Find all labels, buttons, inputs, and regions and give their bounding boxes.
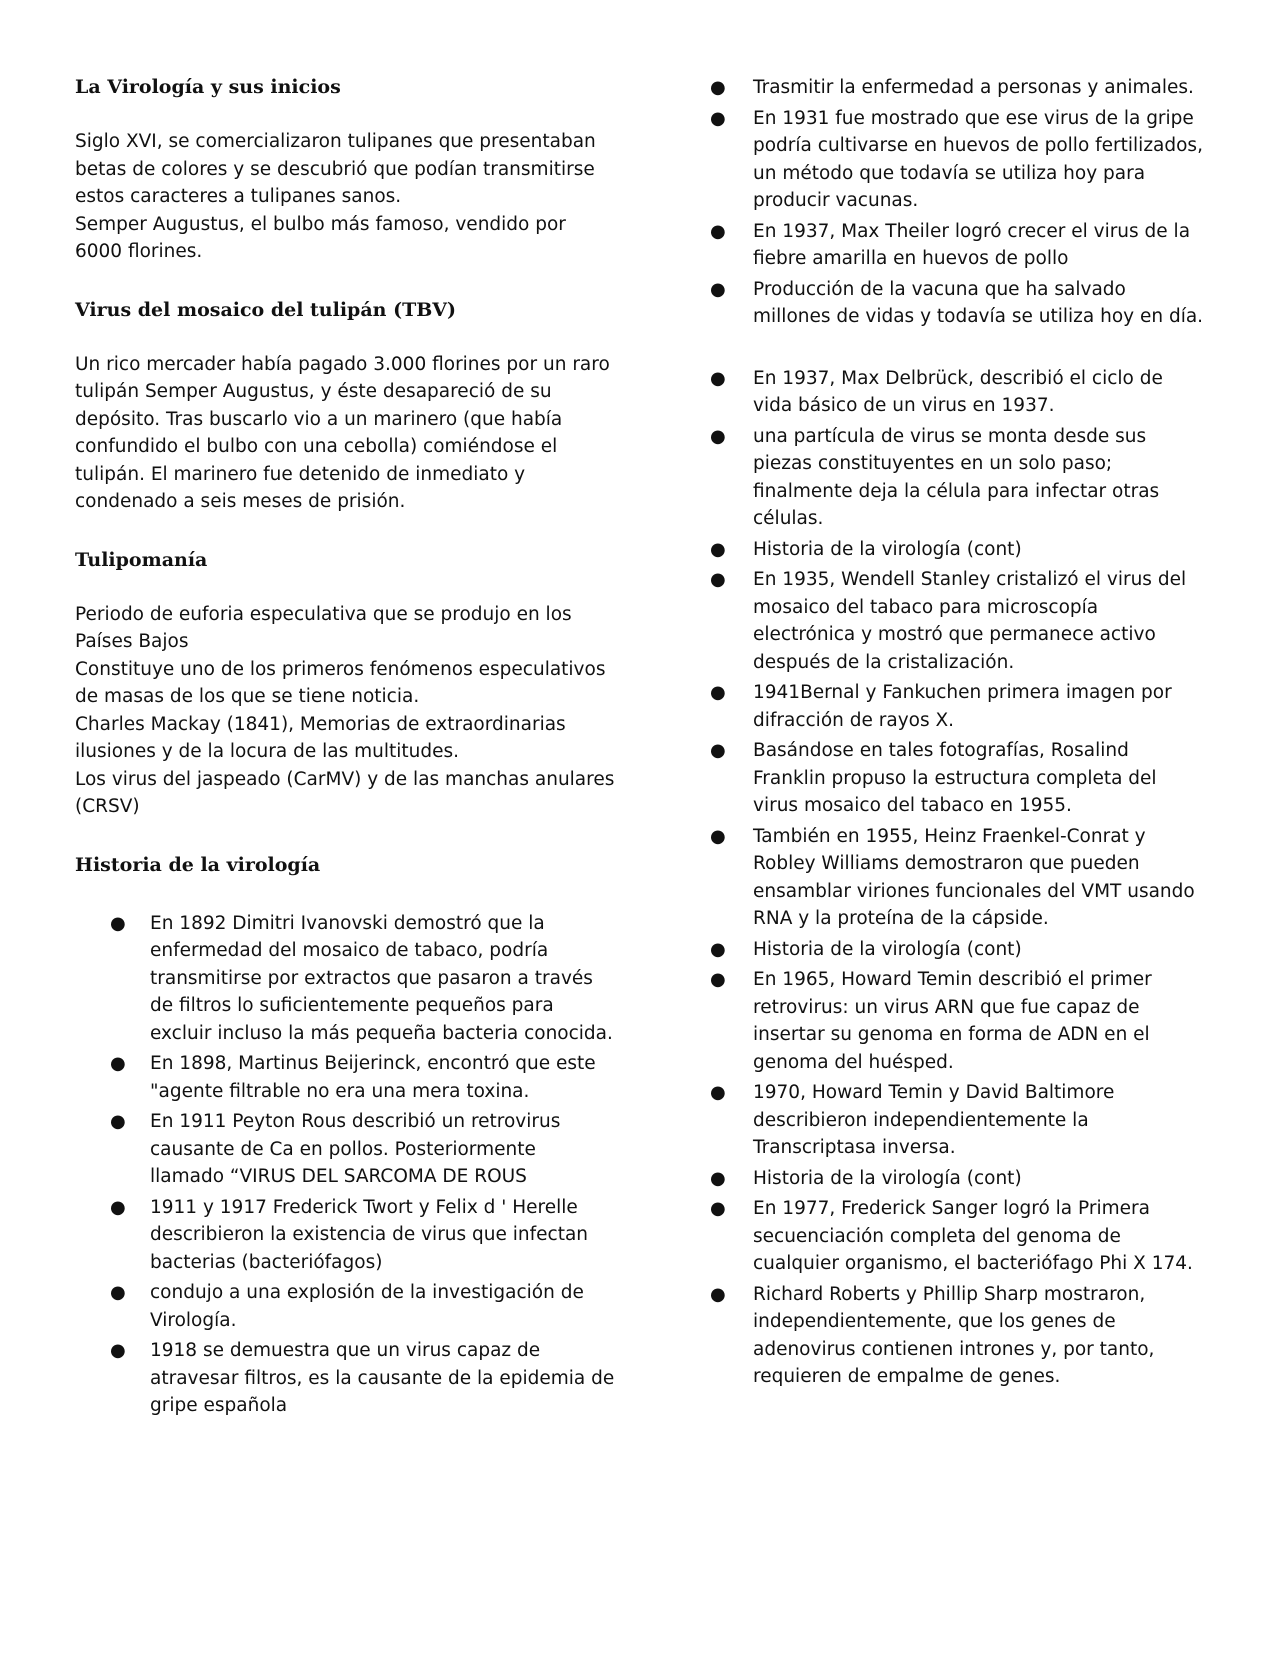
list-item: ● En 1935, Wendell Stanley cristalizó el virus del mosaico del tabaco para microscopía electrónica y mostró que permanece activo después de la cristalización. xyxy=(706,566,1206,676)
list-item: ● Basándose en tales fotografías, Rosalind Franklin propuso la estructura completa del virus mosaico del tabaco en 1955. xyxy=(706,737,1206,820)
list-item: ● 1941Bernal y Fankuchen primera imagen por difracción de rayos X. xyxy=(706,679,1206,734)
paragraph-siglo-xvi: Siglo XVI, se comercializaron tulipanes que presentaban betas de colores y se descubrió que podían transmitirse estos caracteres a tulipanes sanos. xyxy=(75,131,596,207)
bullet-icon: ● xyxy=(110,1282,126,1303)
bullet-icon: ● xyxy=(710,220,726,242)
list-item: ● En 1977, Frederick Sanger logró la Primera secuenciación completa del genoma de cualquier organismo, el bacteriófago Phi X 174. xyxy=(706,1195,1206,1278)
bullet-icon: ● xyxy=(710,569,726,590)
section-title-tulipomania: Tulipomanía xyxy=(75,548,208,571)
left-column xyxy=(75,74,615,1423)
bullet-icon: ● xyxy=(710,538,726,560)
historia-bullet-list xyxy=(110,910,615,1420)
bullet-icon: ● xyxy=(710,77,726,98)
bullet-icon: ● xyxy=(710,1167,726,1189)
bullet-icon: ● xyxy=(710,969,726,990)
right-bullet-list-b xyxy=(706,365,1206,1391)
section-title-virologia-inicios: La Virología y sus inicios xyxy=(75,76,341,98)
list-item: ● En 1931 fue mostrado que ese virus de la gripe podría cultivarse en huevos de pollo fertilizados, un método que todavía se utiliza hoy para producir vacunas. xyxy=(706,105,1206,215)
section-title-historia: Historia de la virología xyxy=(75,853,321,876)
list-item: ● En 1892 Dimitri Ivanovski demostró que la enfermedad del mosaico de tabaco, podría transmitirse por extractos que pasaron a través de filtros lo suficientemente pequeños para excluir incluso la más pequeña bacteria conocida. xyxy=(150,910,615,1048)
bullet-icon: ● xyxy=(710,1283,726,1305)
bullet-icon: ● xyxy=(110,1111,126,1132)
list-item: ● Historia de la virología (cont) xyxy=(706,536,1206,564)
bullet-icon: ● xyxy=(110,1053,126,1074)
list-item: ● También en 1955, Heinz Fraenkel-Conrat y Robley Williams demostraron que pueden ensamblar viriones funcionales del VMT usando RNA y la proteína de la cápside. xyxy=(706,823,1206,933)
list-item: ● 1911 y 1917 Frederick Twort y Felix d ' Herelle describieron la existencia de virus que infectan bacterias (bacteriófagos) xyxy=(150,1194,615,1277)
bullet-icon: ● xyxy=(110,1340,126,1361)
bullet-icon: ● xyxy=(710,1198,726,1219)
bullet-icon: ● xyxy=(710,278,726,300)
paragraph-mercader: Un rico mercader había pagado 3.000 florines por un raro tulipán Semper Augustus, y éste desapareció de su depósito. Tras buscarlo vio a un marinero (que había confundido el bulbo con una cebolla) comiéndose el tulipán. El marinero fue detenido de inmediato y condenado a seis meses de prisión. xyxy=(75,353,610,512)
section-title-tbv: Virus del mosaico del tulipán (TBV) xyxy=(75,298,457,321)
right-column xyxy=(706,74,1206,1394)
list-item: ● Historia de la virología (cont) xyxy=(706,1165,1206,1193)
paragraph-carmv: Los virus del jaspeado (CarMV) y de las manchas anulares (CRSV) xyxy=(75,768,615,817)
bullet-icon: ● xyxy=(710,1082,726,1103)
paragraph-euforia: Periodo de euforia especulativa que se produjo en los Países Bajos xyxy=(75,603,572,652)
list-item: ● 1970, Howard Temin y David Baltimore describieron independientemente la Transcriptasa inversa. xyxy=(706,1079,1206,1162)
list-item: ● En 1937, Max Delbrück, describió el ciclo de vida básico de un virus en 1937. xyxy=(706,365,1206,420)
paragraph-mackay: Charles Mackay (1841), Memorias de extraordinarias ilusiones y de la locura de las multitudes. xyxy=(75,713,566,762)
paragraph-fenomenos: Constituye uno de los primeros fenómenos especulativos de masas de los que se tiene noticia. xyxy=(75,658,606,707)
bullet-icon: ● xyxy=(110,1196,126,1218)
list-item: ● En 1911 Peyton Rous describió un retrovirus causante de Ca en pollos. Posteriormente llamado “VIRUS DEL SARCOMA DE ROUS xyxy=(150,1108,615,1191)
bullet-icon: ● xyxy=(710,107,726,129)
list-item: ● Historia de la virología (cont) xyxy=(706,936,1206,964)
list-item: ● Richard Roberts y Phillip Sharp mostraron, independientemente, que los genes de adenovirus contienen intrones y, por tanto, requieren de empalme de genes. xyxy=(706,1281,1206,1391)
list-item: ● condujo a una explosión de la investigación de Virología. xyxy=(150,1279,615,1334)
list-item: ● una partícula de virus se monta desde sus piezas constituyentes en un solo paso; finalmente deja la célula para infectar otras células. xyxy=(706,423,1206,533)
right-bullet-list-a xyxy=(706,74,1206,331)
list-item: ● 1918 se demuestra que un virus capaz de atravesar filtros, es la causante de la epidemia de gripe española xyxy=(150,1337,615,1420)
bullet-icon: ● xyxy=(110,912,126,934)
bullet-icon: ● xyxy=(710,740,726,761)
list-item: ● En 1898, Martinus Beijerinck, encontró que este "agente filtrable no era una mera toxina. xyxy=(150,1050,615,1105)
paragraph-semper-augustus: Semper Augustus, el bulbo más famoso, vendido por 6000 florines. xyxy=(75,213,566,262)
list-item: ● Trasmitir la enfermedad a personas y animales. xyxy=(706,74,1206,102)
bullet-icon: ● xyxy=(710,367,726,389)
list-item: ● En 1965, Howard Temin describió el primer retrovirus: un virus ARN que fue capaz de insertar su genoma en forma de ADN en el genoma del huésped. xyxy=(706,966,1206,1076)
bullet-icon: ● xyxy=(710,938,726,960)
bullet-icon: ● xyxy=(710,682,726,703)
bullet-icon: ● xyxy=(710,825,726,847)
list-item: ● En 1937, Max Theiler logró crecer el virus de la fiebre amarilla en huevos de pollo xyxy=(706,218,1206,273)
list-item: ● Producción de la vacuna que ha salvado millones de vidas y todavía se utiliza hoy en día. xyxy=(706,276,1206,331)
bullet-icon: ● xyxy=(710,425,726,447)
